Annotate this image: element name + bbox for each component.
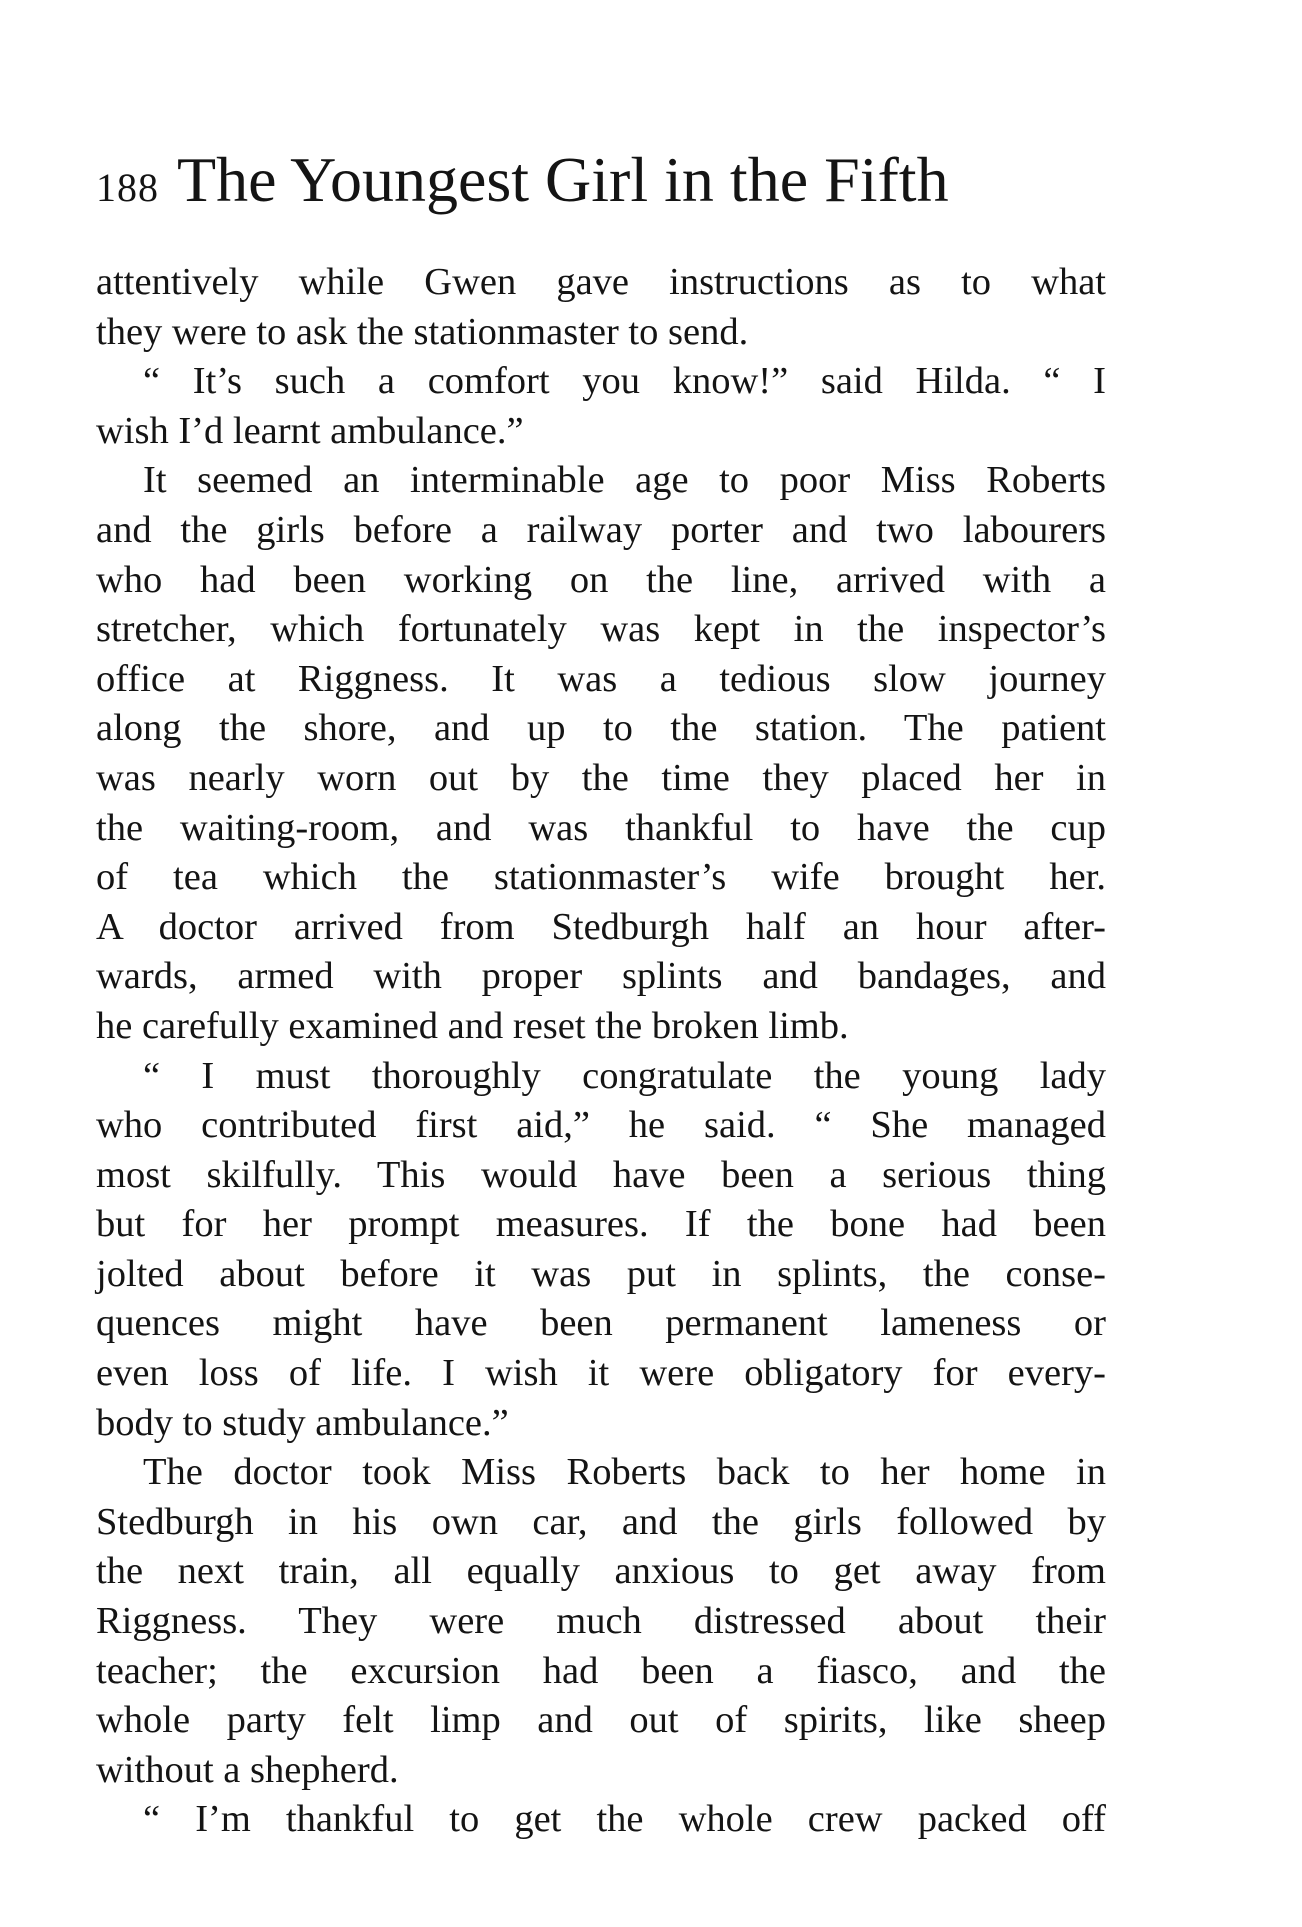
book-title: The Youngest Girl in the Fifth <box>177 144 949 215</box>
text-line: body to study ambulance.” <box>96 1401 509 1444</box>
text-line: they were to ask the stationmaster to send. <box>96 310 749 353</box>
text-line: teacher; the excursion had been a fiasco, and the <box>96 1649 1106 1692</box>
text-line: and the girls before a railway porter and two labourers <box>96 508 1106 551</box>
text-line: who had been working on the line, arrived with a <box>96 558 1106 601</box>
text-line: wish I’d learnt ambulance.” <box>96 409 524 452</box>
text-line: was nearly worn out by the time they placed her in <box>96 756 1106 799</box>
text-line: but for her prompt measures. If the bone had been <box>96 1203 1106 1246</box>
text-line: along the shore, and up to the station. The patient <box>96 707 1106 750</box>
page-number: 188 <box>96 165 159 210</box>
text-line: whole party felt limp and out of spirits, like sheep <box>96 1699 1106 1742</box>
text-line: jolted about before it was put in splints, the conse- <box>96 1252 1106 1295</box>
text-line: Riggness. They were much distressed about their <box>96 1600 1106 1643</box>
running-head <box>96 144 1116 215</box>
text-line: of tea which the stationmaster’s wife brought her. <box>96 856 1106 899</box>
text-line: attentively while Gwen gave instructions as to what <box>96 261 1106 303</box>
text-line: even loss of life. I wish it were obligatory for every- <box>96 1352 1106 1395</box>
body-text <box>96 258 1106 1845</box>
text-line: “ It’s such a comfort you know!” said Hilda. “ I <box>143 360 1106 403</box>
text-line: office at Riggness. It was a tedious slow journey <box>96 657 1106 700</box>
text-line: he carefully examined and reset the broken limb. <box>96 1004 849 1047</box>
text-line: most skilfully. This would have been a serious thing <box>96 1153 1106 1196</box>
text-line: The doctor took Miss Roberts back to her home in <box>143 1451 1106 1494</box>
text-line: It seemed an interminable age to poor Miss Roberts <box>143 459 1106 502</box>
text-line: “ I’m thankful to get the whole crew packed off <box>143 1798 1106 1841</box>
text-line: wards, armed with proper splints and bandages, and <box>96 955 1106 998</box>
text-line: Stedburgh in his own car, and the girls followed by <box>96 1500 1106 1543</box>
text-line: “ I must thoroughly congratulate the young lady <box>143 1054 1106 1097</box>
text-line: A doctor arrived from Stedburgh half an hour after- <box>96 905 1106 948</box>
text-line: who contributed first aid,” he said. “ She managed <box>96 1104 1106 1147</box>
text-line: the waiting-room, and was thankful to have the cup <box>96 806 1106 849</box>
text-line: quences might have been permanent lameness or <box>96 1302 1106 1345</box>
text-line: stretcher, which fortunately was kept in the inspector’s <box>96 608 1106 651</box>
text-line: the next train, all equally anxious to get away from <box>96 1550 1106 1593</box>
text-line: without a shepherd. <box>96 1748 399 1791</box>
